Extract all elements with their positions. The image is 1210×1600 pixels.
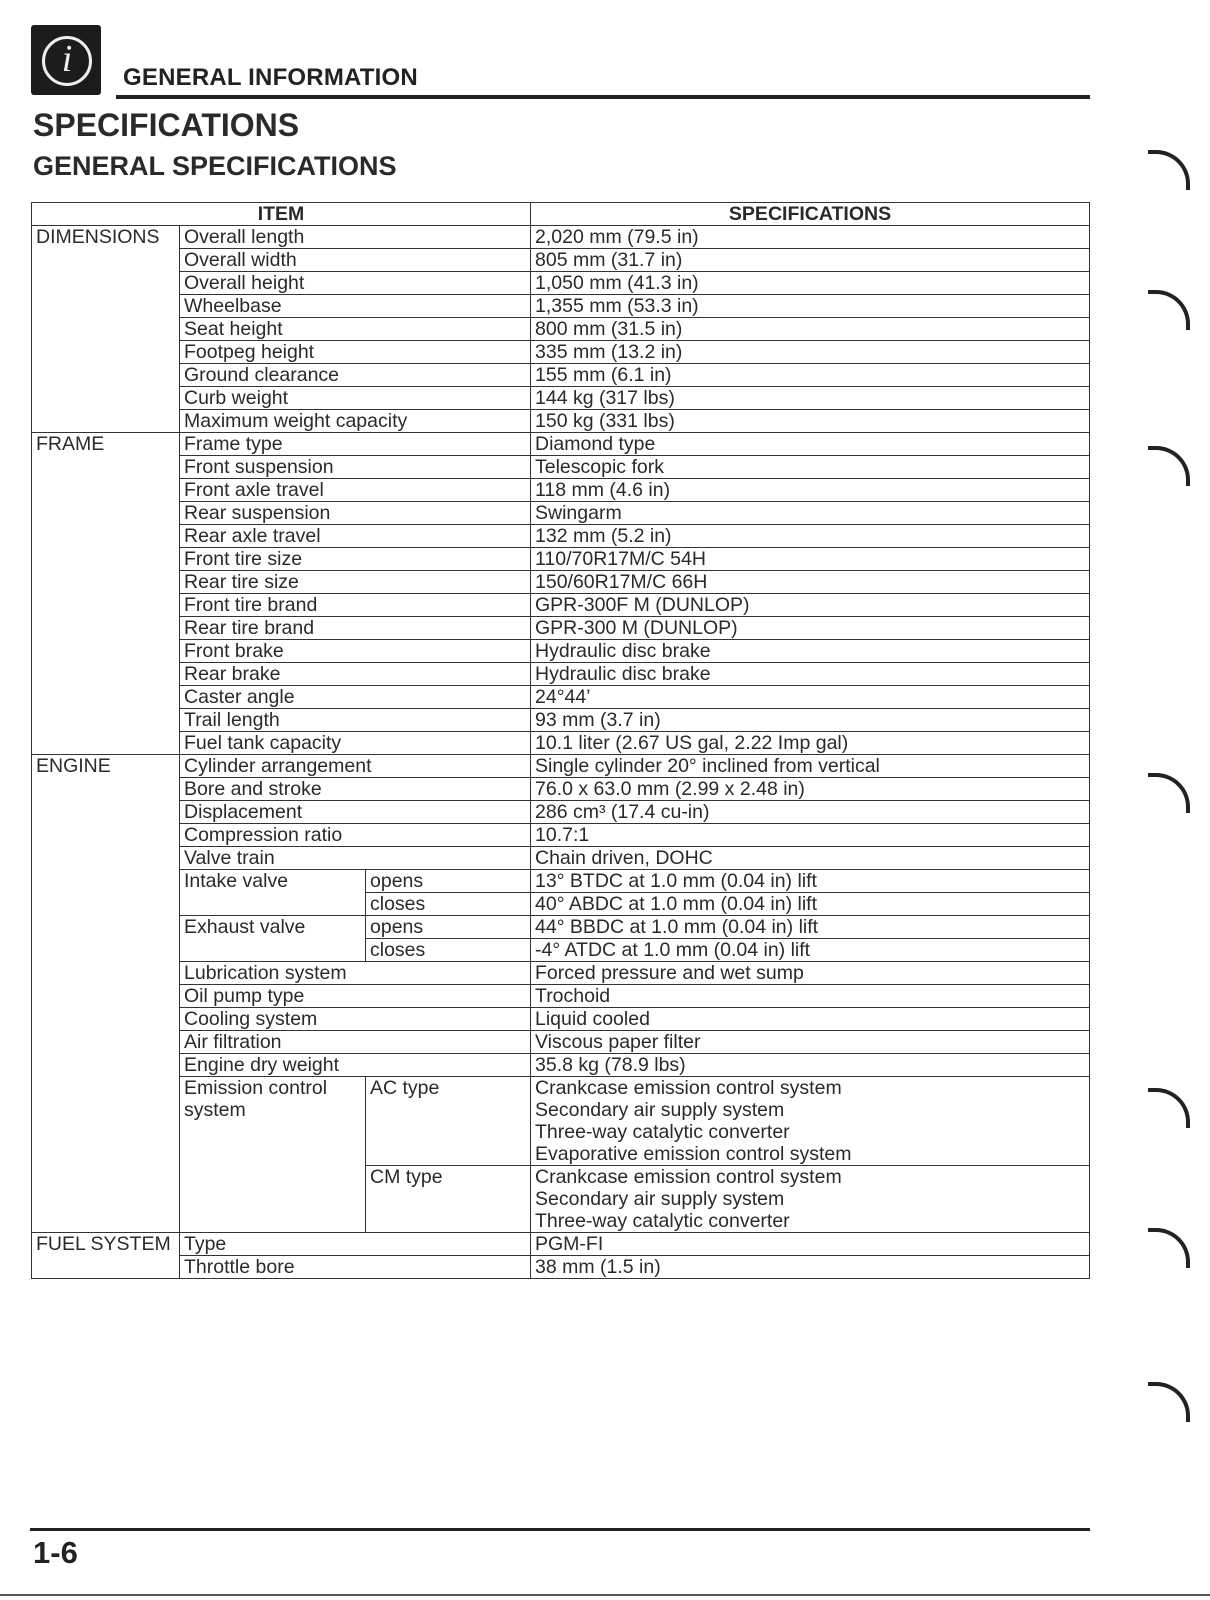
binder-tab-mark [1148,1228,1190,1268]
table-row [32,410,1090,433]
spec-cell: Telescopic fork [531,456,1090,479]
spec-cell: 805 mm (31.7 in) [531,249,1090,272]
item-cell: Cooling system [180,1008,531,1031]
item-cell: Throttle bore [180,1256,531,1279]
spec-cell: 150/60R17M/C 66H [531,571,1090,594]
sub-item-cell: closes [366,893,531,916]
spec-cell: Chain driven, DOHC [531,847,1090,870]
binder-tab-mark [1148,446,1190,486]
table-row [32,433,1090,456]
spec-cell: 155 mm (6.1 in) [531,364,1090,387]
item-cell: Front tire size [180,548,531,571]
spec-cell: 800 mm (31.5 in) [531,318,1090,341]
item-cell: Curb weight [180,387,531,410]
table-row [32,1054,1090,1077]
item-cell: Exhaust valve [180,916,366,962]
spec-cell: 10.1 liter (2.67 US gal, 2.22 Imp gal) [531,732,1090,755]
item-cell: Rear brake [180,663,531,686]
spec-cell: Diamond type [531,433,1090,456]
table-row [32,778,1090,801]
item-cell: Trail length [180,709,531,732]
header-rule [116,95,1090,99]
item-cell: Footpeg height [180,341,531,364]
page-edge [0,1594,1210,1596]
sub-item-cell: opens [366,916,531,939]
item-cell: Bore and stroke [180,778,531,801]
table-row [32,525,1090,548]
item-cell: Front suspension [180,456,531,479]
page-title: SPECIFICATIONS [33,107,300,143]
item-cell: Frame type [180,433,531,456]
item-cell: Intake valve [180,870,366,916]
item-cell: Emission control system [180,1077,366,1233]
spec-cell: Viscous paper filter [531,1031,1090,1054]
table-row [32,571,1090,594]
sub-item-cell: closes [366,939,531,962]
binder-tab-mark [1148,150,1190,190]
item-cell: Front brake [180,640,531,663]
table-row [32,663,1090,686]
table-row [32,272,1090,295]
section-title: GENERAL INFORMATION [123,64,418,91]
table-row [32,1256,1090,1279]
table-row [32,962,1090,985]
spec-cell: PGM-FI [531,1233,1090,1256]
spec-cell: 286 cm³ (17.4 cu-in) [531,801,1090,824]
spec-cell: Swingarm [531,502,1090,525]
table-row [32,640,1090,663]
table-row [32,686,1090,709]
table-row [32,387,1090,410]
sub-item-cell: CM type [366,1166,531,1233]
item-cell: Overall length [180,226,531,249]
item-cell: Type [180,1233,531,1256]
table-row [32,318,1090,341]
table-row [32,916,1090,939]
table-header-row [32,203,1090,226]
item-cell: Ground clearance [180,364,531,387]
table-row [32,1031,1090,1054]
table-row [32,755,1090,778]
spec-cell: Crankcase emission control system Secondary air supply system Three-way catalytic converter [531,1166,1090,1233]
item-cell: Caster angle [180,686,531,709]
item-cell: Lubrication system [180,962,531,985]
spec-cell: 35.8 kg (78.9 lbs) [531,1054,1090,1077]
item-cell: Valve train [180,847,531,870]
binder-tab-mark [1148,290,1190,330]
table-row [32,295,1090,318]
table-row [32,364,1090,387]
spec-cell: 93 mm (3.7 in) [531,709,1090,732]
item-cell: Maximum weight capacity [180,410,531,433]
table-row [32,249,1090,272]
spec-cell: 2,020 mm (79.5 in) [531,226,1090,249]
spec-cell: 38 mm (1.5 in) [531,1256,1090,1279]
item-cell: Overall width [180,249,531,272]
spec-cell: 44° BBDC at 1.0 mm (0.04 in) lift [531,916,1090,939]
binder-tab-mark [1148,1088,1190,1128]
item-cell: Rear axle travel [180,525,531,548]
binder-tab-mark [1148,1382,1190,1422]
spec-cell: 1,355 mm (53.3 in) [531,295,1090,318]
spec-cell: 110/70R17M/C 54H [531,548,1090,571]
item-cell: Oil pump type [180,985,531,1008]
category-cell: DIMENSIONS [32,226,180,433]
table-row [32,870,1090,893]
item-cell: Rear suspension [180,502,531,525]
item-cell: Displacement [180,801,531,824]
page-number: 1-6 [33,1535,78,1570]
spec-cell: 118 mm (4.6 in) [531,479,1090,502]
table-row [32,985,1090,1008]
spec-cell: Forced pressure and wet sump [531,962,1090,985]
table-row [32,617,1090,640]
spec-cell: 13° BTDC at 1.0 mm (0.04 in) lift [531,870,1090,893]
item-cell: Rear tire brand [180,617,531,640]
spec-cell: 24°44’ [531,686,1090,709]
sub-item-cell: opens [366,870,531,893]
table-row [32,548,1090,571]
table-row [32,1008,1090,1031]
table-row [32,732,1090,755]
item-cell: Air filtration [180,1031,531,1054]
item-cell: Front tire brand [180,594,531,617]
spec-cell: 150 kg (331 lbs) [531,410,1090,433]
item-cell: Wheelbase [180,295,531,318]
spec-cell: Liquid cooled [531,1008,1090,1031]
item-cell: Fuel tank capacity [180,732,531,755]
page-subtitle: GENERAL SPECIFICATIONS [33,151,397,181]
table-row [32,801,1090,824]
footer-rule [30,1528,1090,1531]
table-row [32,341,1090,364]
column-header-item: ITEM [32,203,531,226]
spec-cell: 1,050 mm (41.3 in) [531,272,1090,295]
table-row [32,226,1090,249]
specifications-table [31,202,1090,1279]
column-header-specifications: SPECIFICATIONS [531,203,1090,226]
item-cell: Front axle travel [180,479,531,502]
spec-cell: 76.0 x 63.0 mm (2.99 x 2.48 in) [531,778,1090,801]
category-cell: ENGINE [32,755,180,1233]
table-row [32,456,1090,479]
binder-tab-mark [1148,773,1190,813]
table-row [32,502,1090,525]
table-row [32,594,1090,617]
item-cell: Overall height [180,272,531,295]
table-row [32,824,1090,847]
info-icon: i [31,25,101,95]
table-row [32,479,1090,502]
table-row [32,709,1090,732]
item-cell: Compression ratio [180,824,531,847]
category-cell: FRAME [32,433,180,755]
spec-cell: 335 mm (13.2 in) [531,341,1090,364]
item-cell: Cylinder arrangement [180,755,531,778]
spec-cell: 144 kg (317 lbs) [531,387,1090,410]
item-cell: Seat height [180,318,531,341]
spec-cell: 10.7:1 [531,824,1090,847]
spec-cell: GPR-300 M (DUNLOP) [531,617,1090,640]
table-row [32,847,1090,870]
spec-cell: 132 mm (5.2 in) [531,525,1090,548]
spec-cell: Hydraulic disc brake [531,663,1090,686]
spec-cell: -4° ATDC at 1.0 mm (0.04 in) lift [531,939,1090,962]
table-row [32,1077,1090,1166]
item-cell: Engine dry weight [180,1054,531,1077]
category-cell: FUEL SYSTEM [32,1233,180,1279]
spec-cell: Trochoid [531,985,1090,1008]
item-cell: Rear tire size [180,571,531,594]
spec-cell: Single cylinder 20° inclined from vertical [531,755,1090,778]
sub-item-cell: AC type [366,1077,531,1166]
spec-cell: Crankcase emission control system Secondary air supply system Three-way catalytic converter Evaporative emission control system [531,1077,1090,1166]
table-row [32,1233,1090,1256]
spec-cell: GPR-300F M (DUNLOP) [531,594,1090,617]
spec-cell: Hydraulic disc brake [531,640,1090,663]
spec-cell: 40° ABDC at 1.0 mm (0.04 in) lift [531,893,1090,916]
